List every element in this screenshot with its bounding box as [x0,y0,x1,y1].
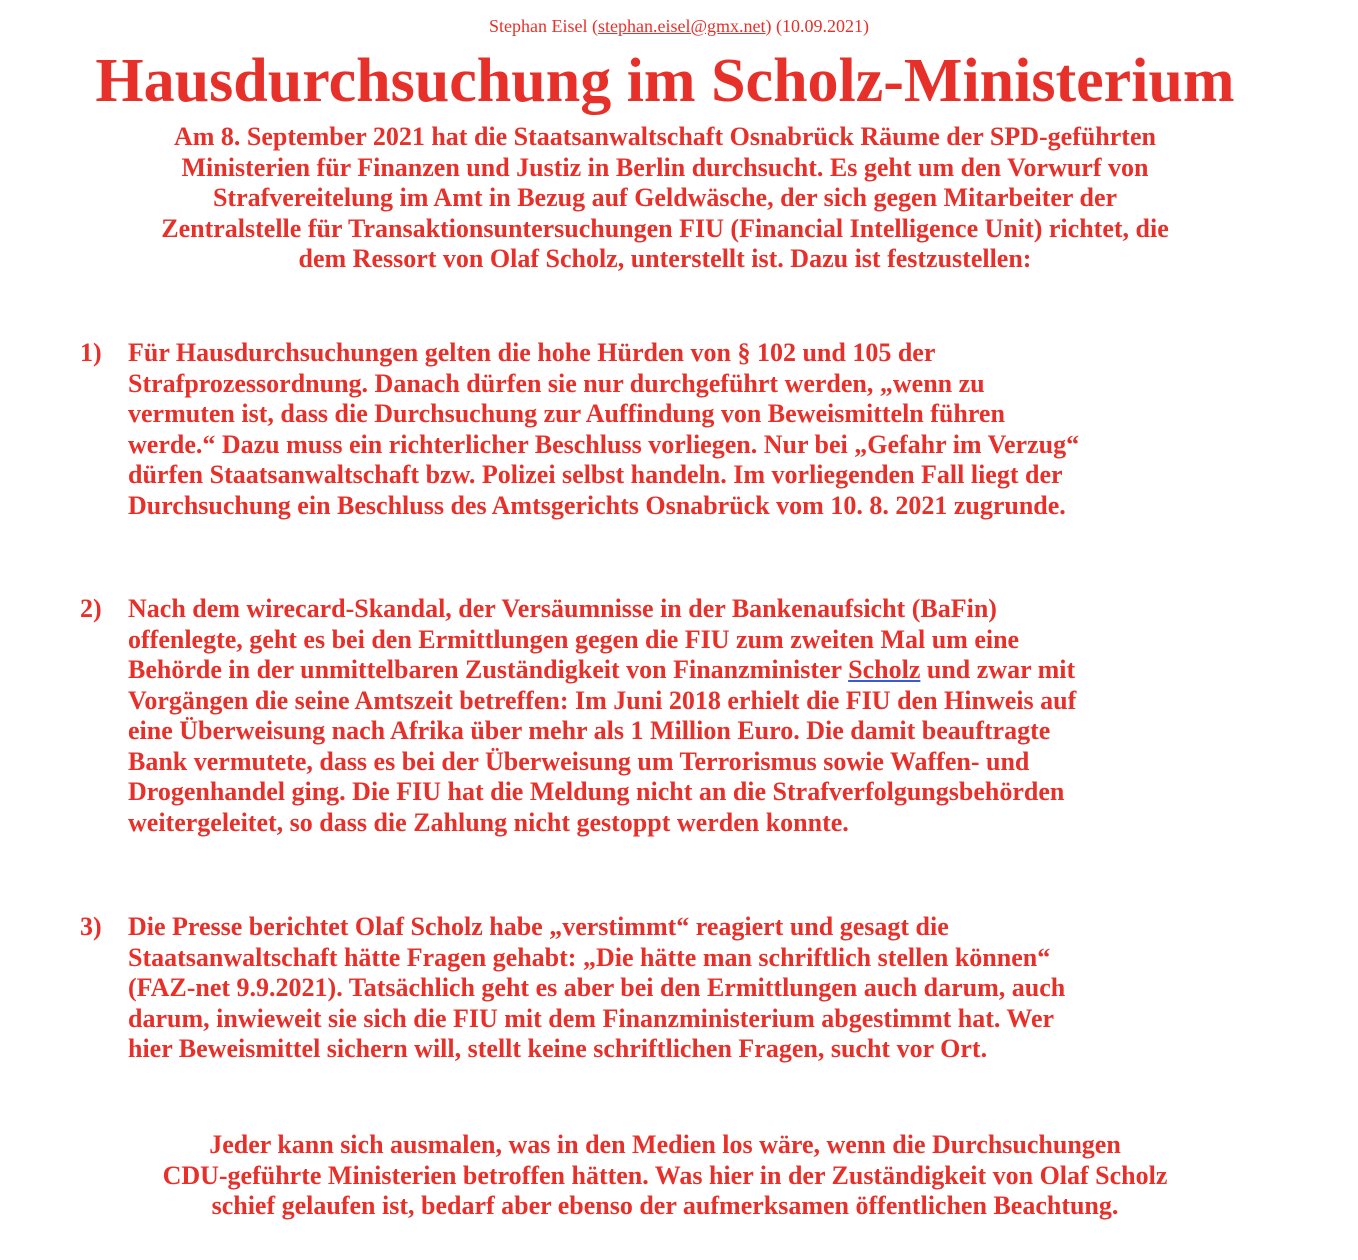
list-item-line: weitergeleitet, so dass die Zahlung nicht gestoppt werden konnte. [128,807,849,837]
list-item-line: eine Überweisung nach Afrika über mehr als 1 Million Euro. Die damit beauftragte [128,716,1051,745]
list-item-1 [80,338,1310,521]
intro-paragraph [40,122,1290,275]
intro-line: Am 8. September 2021 hat die Staatsanwaltschaft Osnabrück Räume der SPD-geführten [174,122,1156,151]
byline-date: ) (10.09.2021) [765,16,869,36]
list-item-line: vermuten ist, dass die Durchsuchung zur Auffindung von Beweismitteln führen [128,399,1005,428]
list-item-line: Die Presse berichtet Olaf Scholz habe „verstimmt“ reagiert und gesagt die [128,912,949,941]
intro-line: dem Ressort von Olaf Scholz, unterstellt ist. Dazu ist festzustellen: [298,244,1032,273]
closing-line: Jeder kann sich ausmalen, was in den Medien los wäre, wenn die Durchsuchungen [209,1130,1121,1159]
list-item-line: Drogenhandel ging. Die FIU hat die Meldung nicht an die Strafverfolgungsbehörden [128,777,1065,806]
list-item-line-text: Behörde in der unmittelbaren Zuständigkeit von Finanzminister [128,655,849,684]
list-item-line: dürfen Staatsanwaltschaft bzw. Polizei selbst handeln. Im vorliegenden Fall liegt der [128,460,1063,489]
list-item-number: 3) [80,912,102,941]
list-item-line: darum, inwieweit sie sich die FIU mit dem Finanzministerium abgestimmt hat. Wer [128,1003,1055,1033]
closing-line: CDU-geführte Ministerien betroffen hätten. Was hier in der Zuständigkeit von Olaf Scholz [162,1160,1168,1190]
intro-line: Strafvereitelung im Amt in Bezug auf Geldwäsche, der sich gegen Mitarbeiter der [212,183,1118,212]
intro-line: Zentralstelle für Transaktionsuntersuchungen FIU (Financial Intelligence Unit) richtet, die [161,213,1169,243]
list-item-line: Für Hausdurchsuchungen gelten die hohe Hürden von § 102 und 105 der [128,338,936,367]
author-name: Stephan Eisel [488,16,588,36]
list-item-line-tail: und zwar mit [920,655,1076,684]
byline-paren: ( [587,16,598,36]
list-item-number: 1) [80,338,102,367]
list-item-line: hier Beweismittel sichern will, stellt keine schriftlichen Fragen, sucht vor Ort. [128,1034,988,1063]
closing-paragraph [20,1130,1310,1222]
list-item-line: offenlegte, geht es bei den Ermittlungen gegen die FIU zum zweiten Mal um eine [128,624,1020,654]
list-item-line: Bank vermutete, dass es bei der Überweisung um Terrorismus sowie Waffen- und [128,746,1030,776]
closing-line: schief gelaufen ist, bedarf aber ebenso der aufmerksamen öffentlichen Beachtung. [211,1191,1119,1220]
page-title: Hausdurchsuchung im Scholz-Ministerium [95,47,1235,115]
list-item-number: 2) [80,594,102,623]
list-item-line [128,655,1310,686]
list-item-line: Durchsuchung ein Beschluss des Amtsgerichts Osnabrück vom 10. 8. 2021 zugrunde. [128,490,1066,520]
list-item-line: (FAZ-net 9.9.2021). Tatsächlich geht es aber bei den Ermittlungen auch darum, auch [128,973,1066,1002]
list-item-3 [80,912,1310,1065]
intro-line: Ministerien für Finanzen und Justiz in Berlin durchsucht. Es geht um den Vorwurf von [181,152,1149,182]
byline [0,14,1358,38]
author-email-link[interactable]: stephan.eisel@gmx.net [597,16,766,36]
list-item-line: Nach dem wirecard-Skandal, der Versäumnisse in der Bankenaufsicht (BaFin) [128,594,997,623]
list-item-line: werde.“ Dazu muss ein richterlicher Beschluss vorliegen. Nur bei „Gefahr im Verzug“ [128,429,1080,459]
scholz-underlined-word[interactable]: Scholz [848,655,921,684]
list-item-2 [80,594,1310,838]
list-item-line: Strafprozessordnung. Danach dürfen sie nur durchgeführt werden, „wenn zu [128,368,985,398]
list-item-line: Vorgängen die seine Amtszeit betreffen: Im Juni 2018 erhielt die FIU den Hinweis auf [128,685,1077,715]
list-item-line: Staatsanwaltschaft hätte Fragen gehabt: „Die hätte man schriftlich stellen können“ [128,942,1051,972]
